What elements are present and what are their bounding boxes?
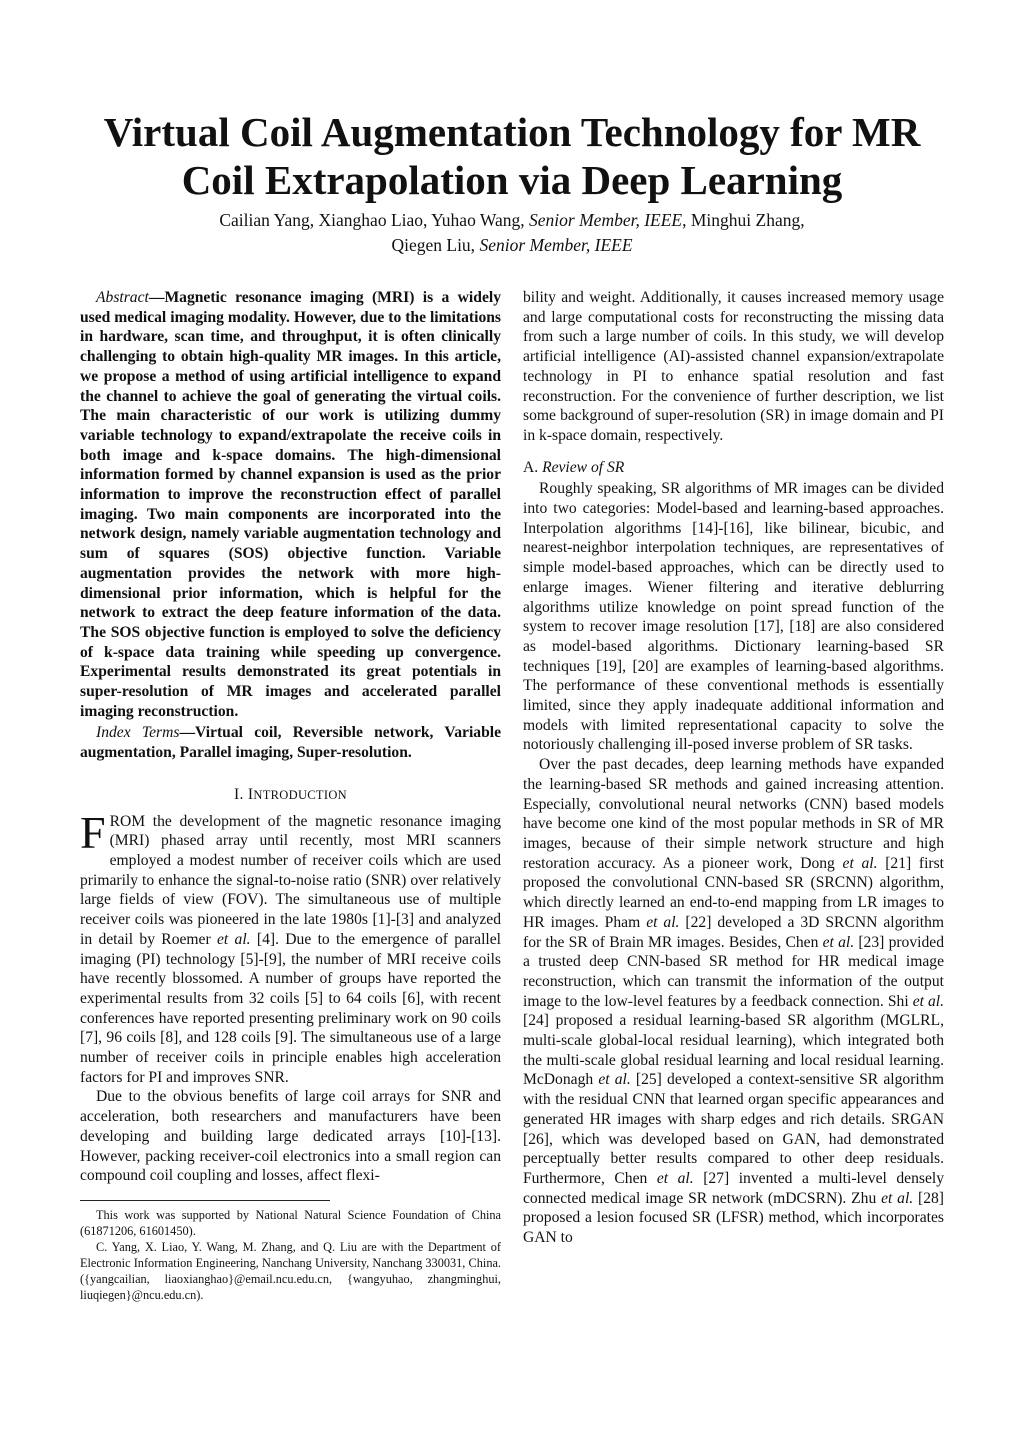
author-names-1b: , Minghui Zhang, xyxy=(682,210,805,230)
subsection-heading-review-sr xyxy=(523,458,944,478)
intro-p1-text-b: [4]. Due to the emergence of parallel imaging (PI) technology [5]-[9], the number of MRI receive coils have recently blossomed. A number of groups have reported the experimental results from 32 coils [5] to 64 coils [6], with recent conferences have reported presenting preliminary work on 90 coils [7], 96 coils [8], and 128 coils [9]. The simultaneous use of a large number of receiver coils in principle enables high acceleration factors for PI and improves SNR. xyxy=(80,930,502,1086)
authors-line-1 xyxy=(80,208,944,233)
author-membership-2: Senior Member, IEEE xyxy=(479,235,633,255)
title-line-2: Coil Extrapolation via Deep Learning xyxy=(181,157,843,203)
section-title-rest: NTRODUCTION xyxy=(253,787,347,802)
index-terms-label: Index Terms xyxy=(96,724,180,742)
sr-p2-b: [21] first proposed the convolutional CNN-based SR (SRCNN) algorithm, which directly learned an end-to-end mapping from LR images to HR images. Pham xyxy=(523,854,945,931)
sr-p2-g: [27] invented a multi-level densely connected medical image SR network (mDCSRN). Zhu xyxy=(523,1169,944,1207)
author-membership-1: Senior Member, IEEE xyxy=(529,210,683,230)
left-column xyxy=(80,288,501,1303)
subsection-label: A. xyxy=(523,458,543,476)
etal-dong: et al. xyxy=(842,854,878,872)
sr-p2-e: [24] proposed a residual learning-based SR algorithm (MGLRL, multi-scale global-local residual learning), which integrated both the multi-scale global residual learning and local residual learning. McDonagh xyxy=(523,1012,944,1089)
etal-mcdonagh: et al. xyxy=(598,1071,631,1089)
drop-cap: F xyxy=(80,806,106,858)
index-terms-text: —Virtual coil, Reversible network, Variable augmentation, Parallel imaging, Super-resolution. xyxy=(80,724,501,762)
sr-p2-a: Over the past decades, deep learning methods have expanded the learning-based SR methods and gained increasing attention. Especially, convolutional neural networks (CNN) based models have become one kind of the most popular methods in SR of MR images, because of their simple network structure and high restoration accuracy. As a pioneer work, Dong xyxy=(523,756,944,872)
paper-title xyxy=(80,108,944,204)
sr-p2-h: [28] proposed a lesion focused SR (LFSR) method, which incorporates GAN to xyxy=(523,1189,944,1247)
title-line-1: Virtual Coil Augmentation Technology for MR xyxy=(103,109,921,155)
section-title-first: I xyxy=(247,785,254,803)
intro-paragraph-2: Due to the obvious benefits of large coil arrays for SNR and acceleration, both researchers and manufacturers have been developing and building large dedicated arrays [10]-[13]. However, packing receiver-coil electronics into a small region can compound coil coupling and losses, affect flexi- xyxy=(80,1088,501,1185)
footnote-rule xyxy=(80,1200,330,1201)
abstract xyxy=(80,288,501,721)
author-names-2: Qiegen Liu, xyxy=(391,235,480,255)
etal-chen: et al. xyxy=(822,933,855,951)
etal-pham: et al. xyxy=(646,913,680,931)
intro-p1-text: ROM the development of the magnetic resonance imaging (MRI) phased array until recently, most MRI scanners employed a modest number of receiver coils which are used primarily to enhance the signal-to-noise ratio (SNR) over relatively large fields of view (FOV). The simultaneous use of multiple receiver coils was pioneered in the late 1980s [1]-[3] and analyzed in detail by Roemer xyxy=(80,812,501,948)
sr-paragraph-2 xyxy=(523,755,944,1248)
footnote-funding: This work was supported by National Natural Science Foundation of China (61871206, 61601450). xyxy=(80,1207,501,1238)
sr-p2-d: [23] provided a trusted deep CNN-based SR method for HR medical image reconstruction, which can transmit the information of the output image to the low-level features by a feedback connection. Shi xyxy=(523,933,944,1010)
sr-paragraph-1: Roughly speaking, SR algorithms of MR images can be divided into two categories: Model-based and learning-based approaches. Interpolation algorithms [14]-[16], like bilinear, bicubic, and nearest-neighbor interpolation techniques, are representatives of simple model-based approaches, which can be directly used to enlarge images. Wiener filtering and iterative deblurring algorithms utilize knowledge on point spread function of the system to recover image resolution [17], [18] are also considered as model-based algorithms. Dictionary learning-based SR techniques [19], [20] are examples of learning-based algorithms. The performance of these conventional methods is essentially limited, since they apply inadequate additional information and models with limited representational capacity to solve the notoriously challenging ill-posed inverse problem of SR tasks. xyxy=(523,480,944,754)
intro-p1-etal: et al. xyxy=(216,930,251,948)
paragraph-continued: bility and weight. Additionally, it causes increased memory usage and large computational costs for reconstructing the missing data from such a large number of coils. In this study, we will develop artificial intelligence (AI)-assisted channel expansion/extrapolate technology in PI to enhance spatial resolution and fast reconstruction. For the convenience of further description, we list some background of super-resolution (SR) in image domain and PI in k-space domain, respectively. xyxy=(523,289,944,444)
section-heading-introduction xyxy=(80,785,501,806)
abstract-label: Abstract xyxy=(96,289,149,306)
footnote-affiliation: C. Yang, X. Liao, Y. Wang, M. Zhang, and Q. Liu are with the Department of Electronic Information Engineering, Nanchang University, Nanchang 330031, China. ({yangcailian, liaoxianghao}@email.ncu.edu.cn, {wangyuhao, zhangminghui, liuqiegen}@ncu.edu.cn). xyxy=(80,1239,501,1302)
section-number: I. xyxy=(234,785,248,803)
etal-chen-2: et al. xyxy=(656,1169,694,1187)
subsection-title: Review of SR xyxy=(542,458,625,476)
sr-p2-c: [22] developed a 3D SRCNN algorithm for the SR of Brain MR images. Besides, Chen xyxy=(523,913,944,951)
author-list xyxy=(80,208,944,258)
etal-zhu: et al. xyxy=(881,1189,914,1207)
authors-line-2 xyxy=(80,233,944,258)
index-terms xyxy=(80,723,501,762)
etal-shi: et al. xyxy=(912,992,944,1010)
intro-paragraph-1 xyxy=(80,806,502,1088)
right-column xyxy=(523,288,944,1248)
author-names-1: Cailian Yang, Xianghao Liao, Yuhao Wang, xyxy=(219,210,530,230)
abstract-text: —Magnetic resonance imaging (MRI) is a widely used medical imaging modality. However, due to the limitations in hardware, scan time, and throughput, it is often clinically challenging to obtain high-quality MR images. In this article, we propose a method of using artificial intelligence to expand the channel to achieve the goal of generating the virtual coils. The main characteristic of our work is utilizing dummy variable technology to expand/extrapolate the receive coils in both image and k-space domains. The high-dimensional information formed by channel expansion is used as the prior information to improve the reconstruction effect of parallel imaging. Two main components are incorporated into the network design, namely variable augmentation technology and sum of squares (SOS) objective function. Variable augmentation provides the network with more high-dimensional prior information, which is helpful for the network to extract the deep feature information of the data. The SOS objective function is employed to solve the deficiency of k-space data training while speeding up convergence. Experimental results demonstrated its great potentials in super-resolution of MR images and accelerated parallel imaging reconstruction. xyxy=(80,289,501,720)
sr-p2-f: [25] developed a context-sensitive SR algorithm with the residual CNN that learned organ specific appearances and generated HR images with sharp edges and rich details. SRGAN [26], which was developed based on GAN, had demonstrated perceptually better results compared to other deep residuals. Furthermore, Chen xyxy=(523,1071,944,1187)
